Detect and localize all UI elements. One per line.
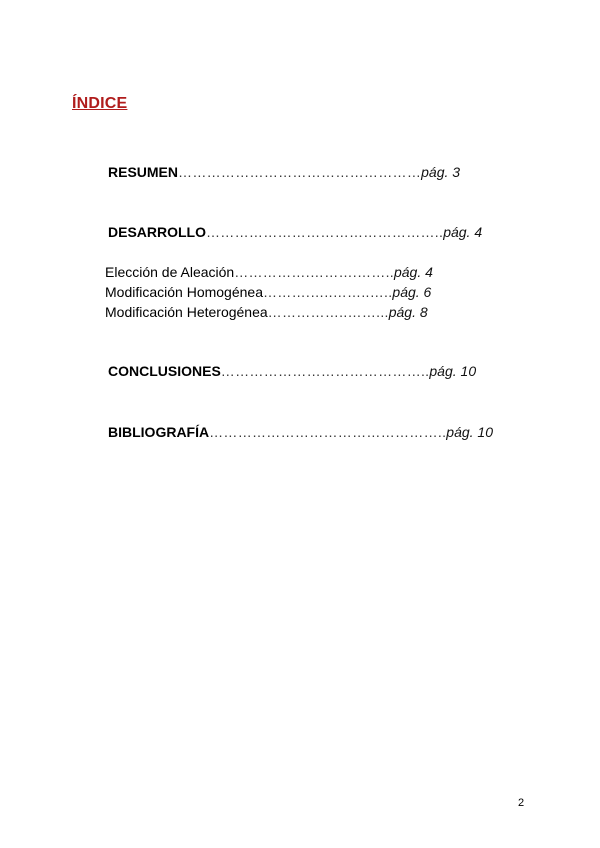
toc-entry-label: DESARROLLO: [108, 224, 206, 240]
toc-entry-bibliografia: [108, 424, 493, 440]
toc-page-ref: pág. 10: [446, 424, 494, 440]
toc-leader-dots: ……………………………………..: [220, 363, 430, 379]
index-title: ÍNDICE: [72, 95, 128, 112]
toc-subentry-label: Elección de Aleación: [105, 264, 235, 280]
page-number: 2: [518, 797, 525, 809]
toc-entry-label: RESUMEN: [108, 164, 179, 180]
toc-entry-label: BIBLIOGRAFÍA: [108, 424, 210, 440]
toc-leader-dots: …………….……….……..: [234, 264, 394, 280]
toc-page-ref: pág. 6: [392, 284, 432, 300]
toc-subentry-eleccion: [105, 264, 433, 280]
toc-page-ref: pág. 4: [443, 224, 483, 240]
toc-subentry-label: Modificación Heterogénea: [105, 304, 268, 320]
toc-entry-desarrollo: [108, 224, 482, 240]
toc-leader-dots: ……………..……...: [267, 304, 389, 320]
toc-subentry-homogenea: [105, 284, 431, 300]
toc-entry-label: CONCLUSIONES: [108, 363, 221, 379]
toc-subentry-heterogenea: [105, 304, 428, 320]
toc-leader-dots: …………………………………………..: [206, 224, 444, 240]
toc-subentry-label: Modificación Homogénea: [105, 284, 263, 300]
toc-page-ref: pág. 4: [393, 264, 433, 280]
toc-page-ref: pág. 8: [388, 304, 428, 320]
toc-entry-resumen: [108, 164, 460, 180]
toc-page-ref: pág. 3: [421, 164, 461, 180]
toc-page-ref: pág. 10: [429, 363, 477, 379]
toc-leader-dots: …………………………………………..: [209, 424, 447, 440]
toc-leader-dots: ……………………………………………: [178, 164, 422, 180]
toc-entry-conclusiones: [108, 363, 476, 379]
toc-leader-dots: ……….…..……..…..: [262, 284, 393, 300]
